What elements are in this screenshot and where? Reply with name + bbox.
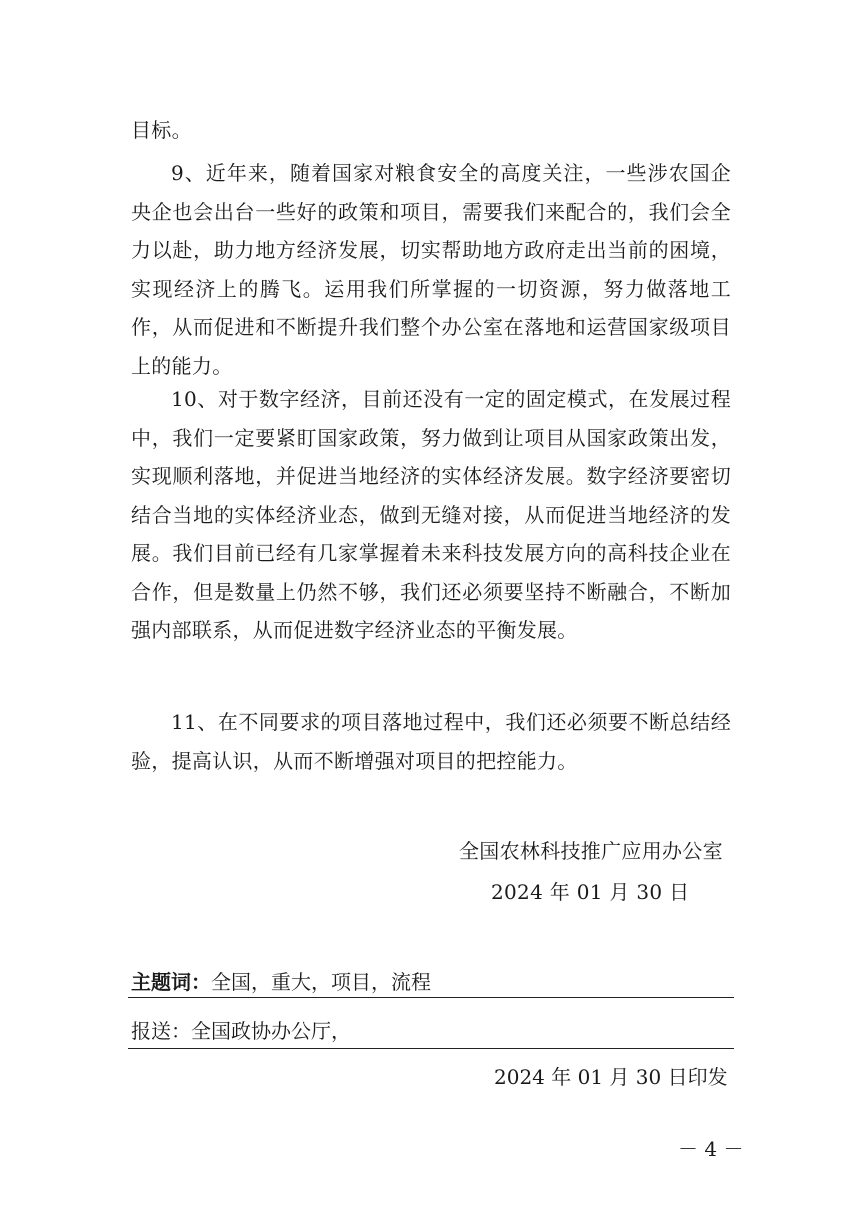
paragraph-continuation: 目标。 bbox=[131, 118, 192, 142]
keywords-value: 全国，重大，项目，流程 bbox=[211, 970, 431, 994]
paragraph-item-11: 11、在不同要求的项目落地过程中，我们还必须要不断总结经验，提高认识，从而不断增强对项目的把控能力。 bbox=[131, 710, 731, 773]
report-to-line: 报送：全国政协办公厅， bbox=[131, 1019, 351, 1043]
signature-date: 2024 年 01 月 30 日 bbox=[491, 880, 690, 904]
divider-top bbox=[128, 997, 734, 998]
paragraph-item-10: 10、对于数字经济，目前还没有一定的固定模式，在发展过程中，我们一定要紧盯国家政策，努力做到让项目从国家政策出发，实现顺利落地，并促进当地经济的实体经济发展。数字经济要密切结合当地的实体经济业态，做到无缝对接，从而促进当地经济的发展。我们目前已经有几家掌握着未来科技发展方向的高科技企业在合作，但是数量上仍然不够，我们还必须要坚持不断融合，不断加强内部联系，从而促进数字经济业态的平衡发展。 bbox=[131, 387, 731, 642]
issue-date: 2024 年 01 月 30 日印发 bbox=[494, 1065, 728, 1089]
signature-organization: 全国农林科技推广应用办公室 bbox=[459, 839, 723, 863]
divider-bottom bbox=[128, 1048, 734, 1049]
paragraph-item-9: 9、近年来，随着国家对粮食安全的高度关注，一些涉农国企央企也会出台一些好的政策和项目，需要我们来配合的，我们会全力以赴，助力地方经济发展，切实帮助地方政府走出当前的困境，实现经济上的腾飞。运用我们所掌握的一切资源，努力做落地工作，从而促进和不断提升我们整个办公室在落地和运营国家级项目上的能力。 bbox=[131, 161, 731, 378]
keywords-line bbox=[131, 966, 431, 995]
page-number: － 4 － bbox=[678, 1137, 744, 1161]
keywords-label: 主题词： bbox=[131, 970, 211, 994]
